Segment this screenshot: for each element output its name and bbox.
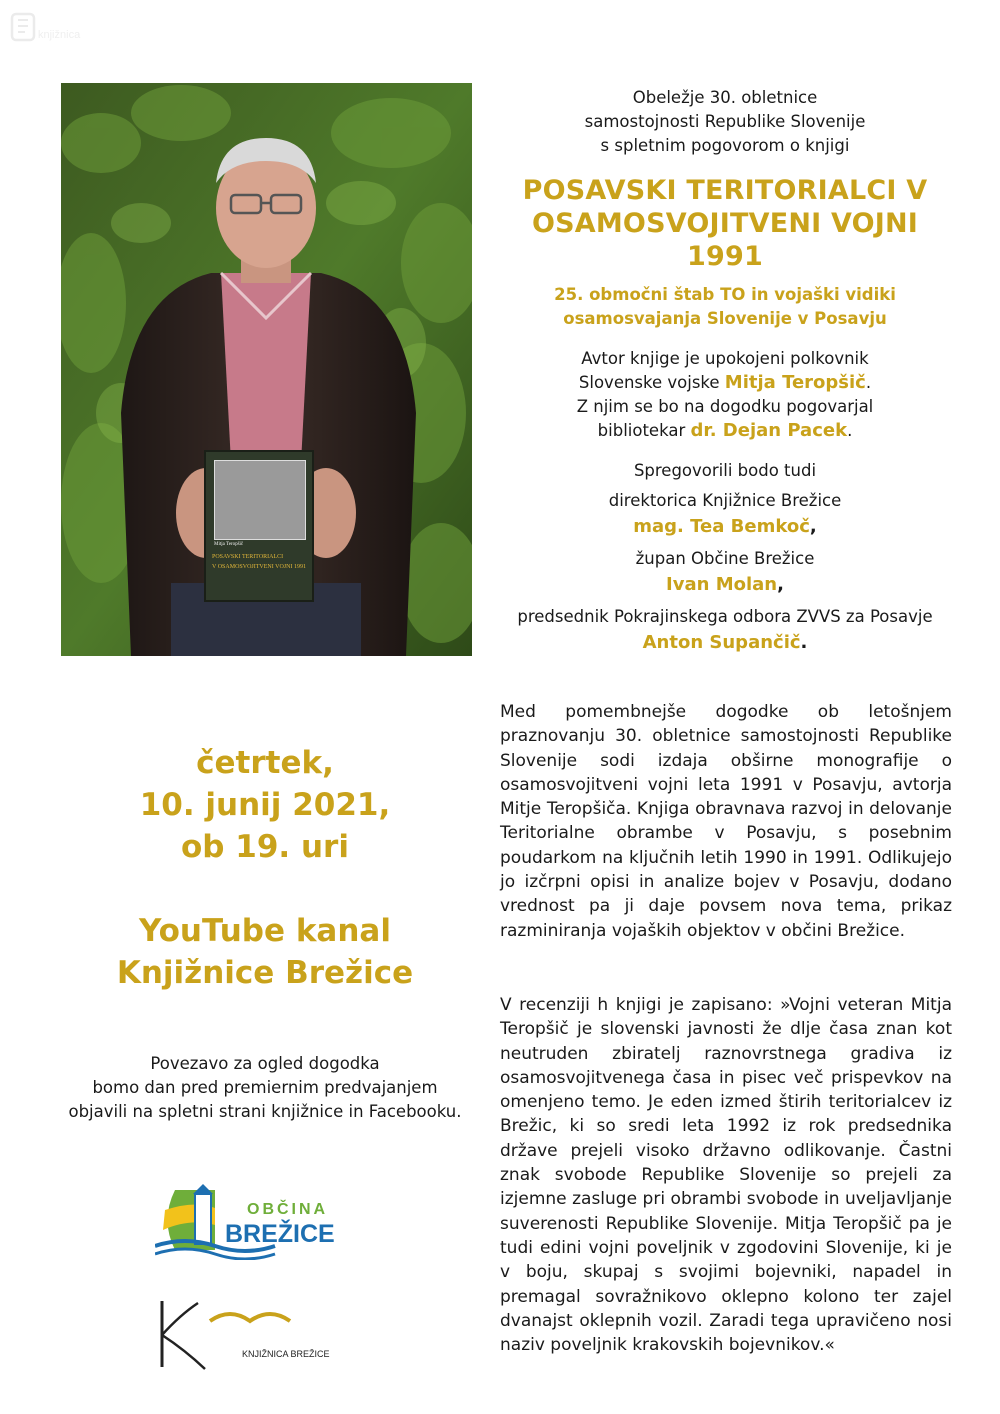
speaker-1-role: direktorica Knjižnice Brežice — [608, 491, 842, 510]
notice-line-1: Povezavo za ogled dogodka — [150, 1054, 380, 1073]
intro-line-1: Obeležje 30. obletnice — [632, 88, 818, 107]
author-line-2-punct: . — [865, 373, 872, 392]
speaker-2-role: župan Občine Brežice — [635, 549, 815, 568]
book-cover-author: Mitja Teropšič — [214, 542, 244, 547]
event-header — [490, 86, 960, 657]
event-channel — [62, 910, 468, 994]
book-cover-photo — [214, 460, 306, 540]
event-channel-line-1: YouTube kanal — [139, 913, 391, 949]
book-title-line-1: POSAVSKI TERITORIALCI V — [522, 175, 928, 206]
intro-line-3: s spletnim pogovorom o knjigi — [600, 136, 850, 155]
author-line-1: Avtor knjige je upokojeni polkovnik — [581, 349, 869, 368]
speaker-2-name: Ivan Molan — [666, 574, 778, 595]
notice-line-3: objavili na spletni strani knjižnice in Facebooku. — [68, 1102, 462, 1121]
body-paragraph-2: V recenziji h knjigi je zapisano: »Vojni veteran Mitja Teropšič je slovenski javnosti že dlje časa znan kot neutruden zbiratelj raznovrstnega gradiva iz osamosvojitvenega časa in pisec več prispevkov na omenjeno temo. Je eden izmed štirih teritorialcev iz Brežic, ki so sredi leta 1992 iz rok predsednika države prejeli visoko državno odlikovanje. Častni znak svobode Republike Slovenije so prejeli za izjemne zasluge pri obrambi svobode in uveljavljanje suverenosti Republike Slovenije. Mitja Teropšič pa je tudi edini vojni poveljnik v zgodovini Slovenije, ki je v boju, skupaj s svojimi bojevniki, napadel in premagal sovražnikovo oklepno kolono ter zajel dvanajst oklepnih vozil. Zaradi tega upravičeno nosi naziv poveljnik krakovskih bojevnikov.« — [500, 995, 952, 1356]
author-line-4-text: bibliotekar — [597, 421, 691, 440]
author-line-2 — [490, 371, 960, 395]
event-details — [62, 742, 468, 994]
book-cover-title-1: POSAVSKI TERITORIALCI — [212, 554, 284, 560]
knjiznica-brezice-logo — [150, 1295, 350, 1375]
event-day: četrtek, — [196, 745, 334, 781]
book-cover — [204, 450, 314, 602]
notice-line-2: bomo dan pred premiernim predvajanjem — [92, 1078, 438, 1097]
speaker-1 — [490, 513, 960, 541]
library-watermark-logo — [8, 8, 118, 52]
speaker-2-punct: , — [777, 574, 784, 595]
svg-text:knjižnica: knjižnica — [38, 29, 81, 41]
book-subtitle-line-1: 25. območni štab TO in vojaški vidiki — [554, 285, 896, 304]
obcina-brezice-logo — [155, 1180, 355, 1260]
speaker-1-punct: , — [809, 516, 817, 537]
book-subtitle-line-2: osamosvajanja Slovenije v Posavju — [563, 309, 887, 328]
svg-text:BREŽICE: BREŽICE — [225, 1220, 335, 1248]
book-subtitle — [490, 283, 960, 331]
book-title-line-2: OSAMOSVOJITVENI VOJNI 1991 — [531, 208, 919, 272]
speaker-3-name: Anton Supančič — [642, 632, 801, 653]
author-line-4 — [490, 419, 960, 443]
speaker-1-name: mag. Tea Bemkoč — [633, 516, 810, 537]
author-photo — [61, 83, 472, 656]
link-notice — [32, 1052, 498, 1124]
speaker-3-role: predsednik Pokrajinskega odbora ZVVS za Posavje — [517, 607, 933, 626]
intro-text — [490, 86, 960, 158]
book-cover-title-2: V OSAMOSVOJITVENI VOJNI 1991 — [212, 564, 306, 570]
author-line-3: Z njim se bo na dogodku pogovarjal — [576, 397, 874, 416]
svg-text:OBČINA: OBČINA — [247, 1201, 329, 1218]
author-paragraph — [490, 347, 960, 443]
body-paragraph-1: Med pomembnejše dogodke ob letošnjem praznovanju 30. obletnice samostojnosti Republike Slovenije sodi izdaja obširne monografije o osamosvojitveni vojni leta 1991 v Posavju, avtorja Mitje Teropšiča. Knjiga obravnava razvoj in delovanje Teritorialne obrambe v Posavju, s posebnim poudarkom na ključnih letih 1990 in 1991. Odlikujejo jo izčrpni opisi in analize bojev v Posavju, dodano vrednost pa ji daje povsem nova tema, prikaz razminiranja vojaških objektov v občini Brežice. — [500, 702, 952, 941]
author-line-2-text: Slovenske vojske — [578, 373, 725, 392]
event-date: 10. junij 2021, — [139, 787, 391, 823]
author-line-4-punct: . — [847, 421, 853, 440]
author-name: Mitja Teropšič — [724, 372, 866, 393]
speaker-3 — [490, 629, 960, 657]
book-title — [490, 174, 960, 273]
event-time: ob 19. uri — [181, 829, 349, 865]
speakers-paragraph — [490, 459, 960, 657]
svg-text:KNJIŽNICA BREŽICE: KNJIŽNICA BREŽICE — [242, 1349, 330, 1359]
speaker-2 — [490, 571, 960, 599]
event-channel-line-2: Knjižnice Brežice — [116, 955, 414, 991]
moderator-name: dr. Dejan Pacek — [690, 420, 848, 441]
speaker-3-punct: . — [800, 632, 808, 653]
speakers-intro: Spregovorili bodo tudi — [633, 461, 817, 480]
intro-line-2: samostojnosti Republike Slovenije — [584, 112, 866, 131]
